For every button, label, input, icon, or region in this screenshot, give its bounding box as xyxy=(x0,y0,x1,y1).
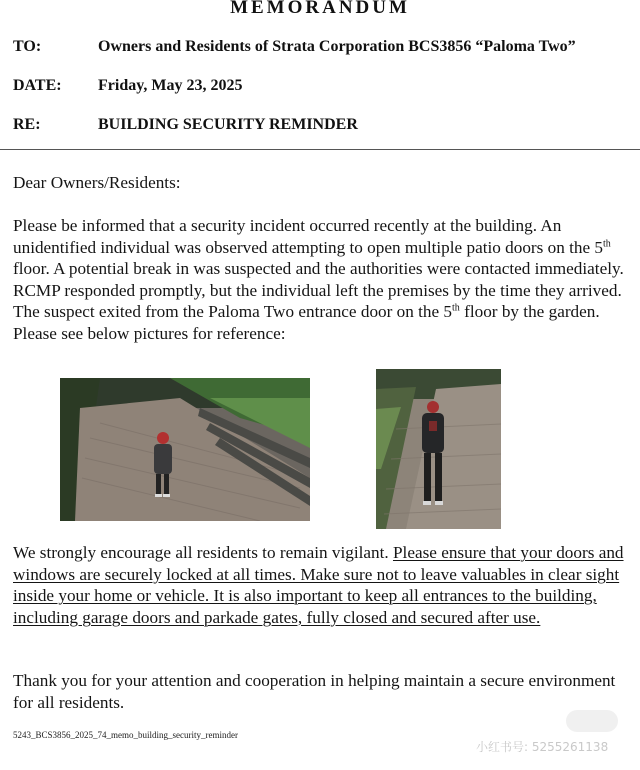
re-label: RE: xyxy=(13,116,41,133)
greeting: Dear Owners/Residents: xyxy=(13,173,181,192)
security-camera-photo-2 xyxy=(376,369,501,529)
incident-text-1: Please be informed that a security incident occurred recently at the building. An unidentified individual was observed attempting to open multiple patio doors on the 5 xyxy=(13,216,603,257)
incident-paragraph xyxy=(13,215,627,344)
watermark-logo xyxy=(566,710,618,732)
incident-text-2: floor. A potential break in was suspected and the authorities were contacted immediately. RCMP responded promptly, but the individual left the premises by the time they arrived. The suspect exited from the Paloma Two entrance door on the 5 xyxy=(13,259,624,321)
ordinal-suffix: th xyxy=(603,237,611,249)
date-value: Friday, May 23, 2025 xyxy=(98,77,243,94)
watermark-text: 小红书号: 5255261138 xyxy=(476,740,609,754)
to-label: TO: xyxy=(13,38,42,55)
header-divider xyxy=(0,149,640,150)
incident-text-3: floor by the garden. Please see below pictures for reference: xyxy=(13,302,600,343)
security-instructions: Please ensure that your doors and windows are securely locked at all times. Make sure not to leave valuables in clear sight inside your home or vehicle. It is also important to keep all entrances to the building, including garage doors and parkade gates, fully closed and secured after use. xyxy=(13,543,624,627)
date-label: DATE: xyxy=(13,77,62,94)
vigilance-text: We strongly encourage all residents to remain vigilant. xyxy=(13,543,393,562)
memo-title: MEMORANDUM xyxy=(230,0,410,18)
re-value: BUILDING SECURITY REMINDER xyxy=(98,116,358,133)
to-value: Owners and Residents of Strata Corporation BCS3856 “Paloma Two” xyxy=(98,38,576,55)
file-reference: 5243_BCS3856_2025_74_memo_building_security_reminder xyxy=(13,730,238,740)
closing-paragraph: Thank you for your attention and cooperation in helping maintain a secure environment for all residents. xyxy=(13,671,616,712)
ordinal-suffix: th xyxy=(452,302,460,314)
vigilance-paragraph xyxy=(13,542,627,628)
security-camera-photo-1 xyxy=(60,378,310,521)
